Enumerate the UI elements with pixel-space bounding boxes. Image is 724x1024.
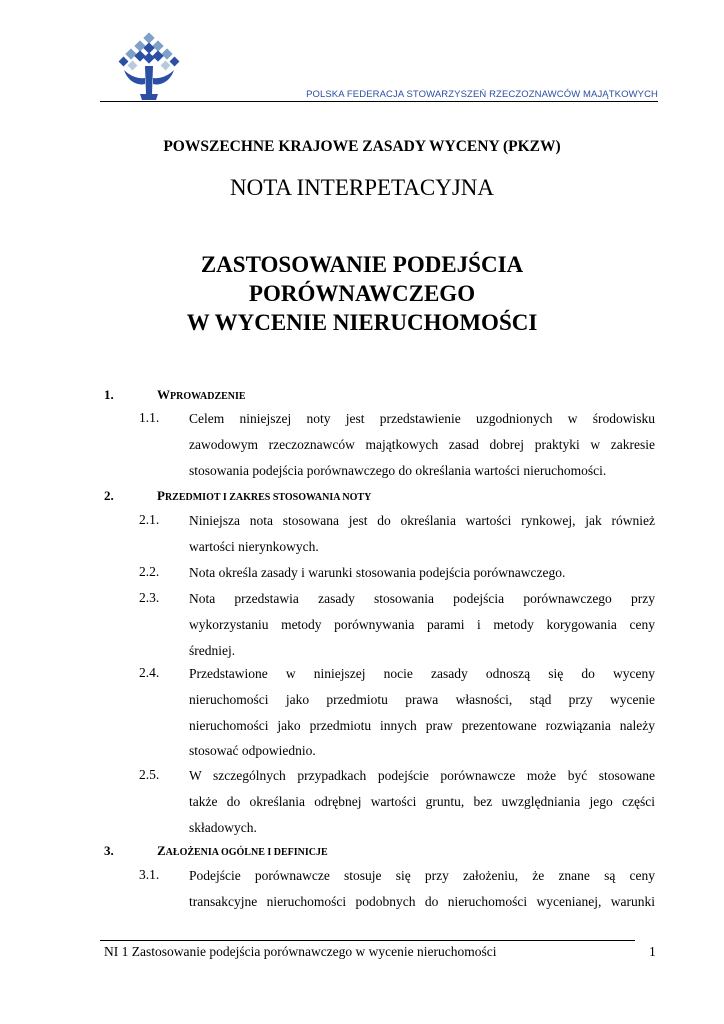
- item-number: 1.1.: [139, 410, 160, 425]
- item-number: 2.1.: [139, 512, 160, 527]
- footer-divider: [100, 940, 635, 941]
- section-number: 1.: [104, 387, 114, 402]
- page-number: 1: [649, 944, 656, 959]
- document-main-title: [0, 250, 724, 337]
- paragraph: Przedstawione w niniejszej nocie zasady odnoszą się do wyceny nieruchomości jako przedmiotu prawa własności, stąd przy wycenie nieruchomości jako przedmiotu innych praw prezentowane rozwiązania należy stosować odpowiednio.: [189, 666, 655, 759]
- paragraph: Nota określa zasady i warunki stosowania podejścia porównawczego.: [189, 565, 566, 580]
- section-heading: WPROWADZENIE: [157, 387, 246, 402]
- main-title-line: PORÓWNAWCZEGO: [248, 281, 476, 306]
- footer-document-title: NI 1 Zastosowanie podejścia porównawczego w wycenie nieruchomości: [104, 944, 497, 959]
- item-number: 2.5.: [139, 767, 160, 782]
- organization-name: POLSKA FEDERACJA STOWARZYSZEŃ RZECZOZNAWCÓW MAJĄTKOWYCH: [306, 89, 658, 100]
- document-series-title: POWSZECHNE KRAJOWE ZASADY WYCENY (PKZW): [163, 138, 561, 155]
- section-number: 3.: [104, 843, 114, 858]
- paragraph: Nota przedstawia zasady stosowania podejścia porównawczego przy wykorzystaniu metody porównywania parami i metody korygowania ceny średniej.: [189, 591, 655, 658]
- section-heading: PRZEDMIOT I ZAKRES STOSOWANIA NOTY: [157, 488, 372, 503]
- main-title-line: W WYCENIE NIERUCHOMOŚCI: [186, 310, 538, 335]
- paragraph: Podejście porównawcze stosuje się przy założeniu, że znane są ceny transakcyjne nieruchomości podobnych do nieruchomości wycenianej, warunki: [189, 868, 655, 909]
- item-number: 2.3.: [139, 590, 160, 605]
- header-divider: [100, 101, 658, 102]
- paragraph: Celem niniejszej noty jest przedstawienie uzgodnionych w środowisku zawodowym rzeczoznawców majątkowych zasad dobrej praktyki w zakresie stosowania podejścia porównawczego do określania wartości nieruchomości.: [189, 411, 655, 478]
- section-number: 2.: [104, 488, 114, 503]
- item-number: 3.1.: [139, 867, 160, 882]
- item-number: 2.4.: [139, 665, 160, 680]
- document-type-title: NOTA INTERPETACYJNA: [229, 175, 494, 200]
- section-heading: ZAŁOŻENIA OGÓLNE I DEFINICJE: [157, 843, 328, 858]
- paragraph: Niniejsza nota stosowana jest do określania wartości rynkowej, jak również wartości nierynkowych.: [189, 513, 655, 554]
- paragraph: W szczególnych przypadkach podejście porównawcze może być stosowane także do określania odrębnej wartości gruntu, bez uwzględniania jego części składowych.: [189, 768, 655, 835]
- pfsrm-logo-icon: [118, 32, 180, 102]
- main-title-line: ZASTOSOWANIE PODEJŚCIA: [200, 252, 524, 277]
- item-number: 2.2.: [139, 564, 160, 579]
